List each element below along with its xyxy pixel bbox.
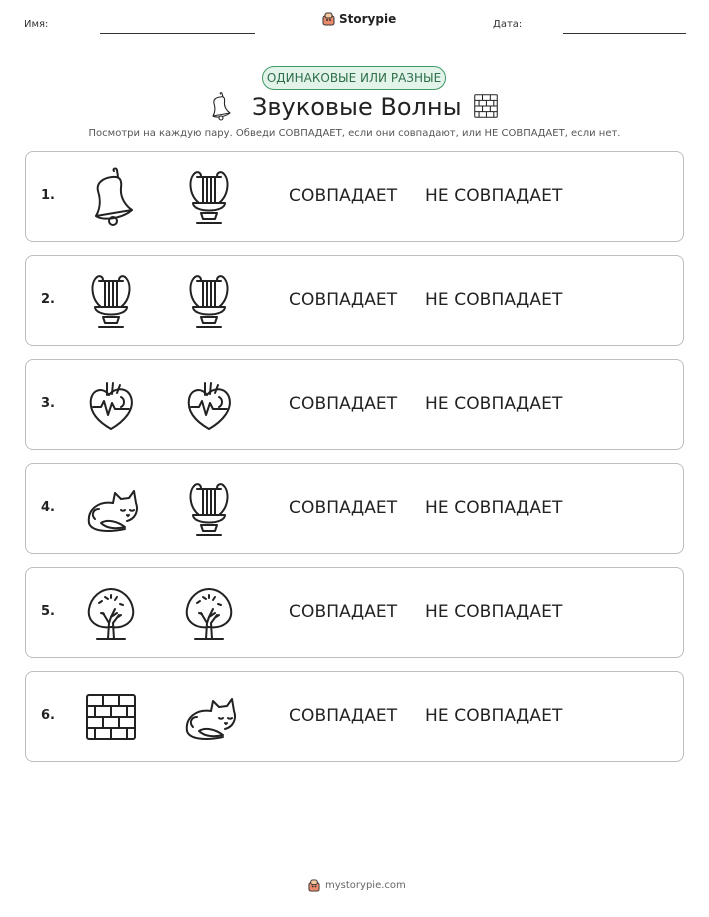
row-number: 3. bbox=[41, 396, 55, 411]
exercise-row bbox=[25, 671, 684, 762]
cat-icon bbox=[81, 479, 141, 539]
brand-name: Storypie bbox=[339, 12, 397, 26]
row-number: 5. bbox=[41, 604, 55, 619]
lyre-icon bbox=[81, 271, 141, 331]
row-number: 6. bbox=[41, 708, 55, 723]
lyre-icon bbox=[179, 167, 239, 227]
page-title: Звуковые Волны bbox=[252, 93, 462, 121]
worksheet-type-badge: ОДИНАКОВЫЕ ИЛИ РАЗНЫЕ bbox=[262, 66, 446, 90]
match-option[interactable]: СОВПАДАЕТ bbox=[289, 602, 398, 622]
row-number: 4. bbox=[41, 500, 55, 515]
exercise-row bbox=[25, 359, 684, 450]
no-match-option[interactable]: НЕ СОВПАДАЕТ bbox=[425, 394, 563, 414]
name-line[interactable] bbox=[100, 33, 255, 34]
storypie-logo-icon bbox=[322, 12, 335, 26]
cat-icon bbox=[179, 687, 239, 747]
exercise-row bbox=[25, 463, 684, 554]
no-match-option[interactable]: НЕ СОВПАДАЕТ bbox=[425, 290, 563, 310]
match-option[interactable]: СОВПАДАЕТ bbox=[289, 394, 398, 414]
storypie-logo-icon bbox=[308, 879, 320, 892]
date-label: Дата: bbox=[493, 19, 523, 30]
brick-wall-icon bbox=[81, 687, 141, 747]
date-line[interactable] bbox=[563, 33, 686, 34]
exercise-row bbox=[25, 567, 684, 658]
brick-wall-icon bbox=[473, 93, 499, 123]
lyre-icon bbox=[179, 479, 239, 539]
title-row bbox=[0, 90, 709, 130]
footer bbox=[308, 879, 406, 892]
heart-icon bbox=[81, 375, 141, 435]
exercise-row bbox=[25, 255, 684, 346]
match-option[interactable]: СОВПАДАЕТ bbox=[289, 290, 398, 310]
no-match-option[interactable]: НЕ СОВПАДАЕТ bbox=[425, 498, 563, 518]
bell-icon bbox=[205, 90, 235, 126]
instructions: Посмотри на каждую пару. Обведи СОВПАДАЕТ, если они совпадают, или НЕ СОВПАДАЕТ, если нет. bbox=[88, 128, 621, 139]
no-match-option[interactable]: НЕ СОВПАДАЕТ bbox=[425, 186, 563, 206]
footer-url: mystorypie.com bbox=[325, 880, 406, 891]
row-number: 2. bbox=[41, 292, 55, 307]
heart-icon bbox=[179, 375, 239, 435]
name-label: Имя: bbox=[24, 19, 49, 30]
no-match-option[interactable]: НЕ СОВПАДАЕТ bbox=[425, 706, 563, 726]
tree-icon bbox=[81, 583, 141, 643]
match-option[interactable]: СОВПАДАЕТ bbox=[289, 706, 398, 726]
match-option[interactable]: СОВПАДАЕТ bbox=[289, 186, 398, 206]
bell-icon bbox=[81, 167, 141, 227]
brand-logo bbox=[322, 12, 396, 26]
tree-icon bbox=[179, 583, 239, 643]
no-match-option[interactable]: НЕ СОВПАДАЕТ bbox=[425, 602, 563, 622]
exercise-row bbox=[25, 151, 684, 242]
match-option[interactable]: СОВПАДАЕТ bbox=[289, 498, 398, 518]
lyre-icon bbox=[179, 271, 239, 331]
row-number: 1. bbox=[41, 188, 55, 203]
